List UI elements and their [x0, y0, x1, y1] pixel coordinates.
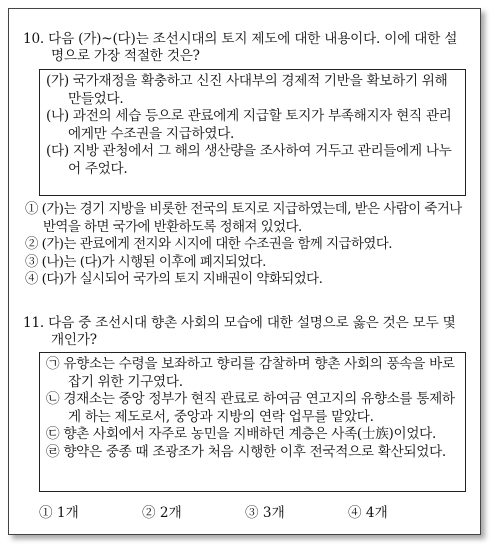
q11-info-box	[39, 352, 466, 492]
q10-choice-4[interactable]: ④ (다)가 실시되어 국가의 토지 지배권이 약화되었다.	[25, 272, 323, 287]
q11-choices	[39, 501, 466, 521]
q10-box-item-ga: (가) 국가재정을 확충하고 신진 사대부의 경제적 기반을 확보하기 위해 만들었다.	[46, 73, 448, 107]
q11-box-item-b: ㉡ 경재소는 중앙 정부가 현직 관료로 하여금 연고지의 유향소를 통제하게 하는 제도로서, 중앙과 지방의 연락 업무를 맡았다.	[46, 391, 455, 425]
question-page	[8, 8, 481, 535]
q11-box-item-d: ㉣ 향약은 중종 때 조광조가 처음 시행한 이후 전국적으로 확산되었다.	[46, 443, 446, 460]
q10-stem: 10. 다음 (가)~(다)는 조선시대의 토지 제도에 대한 내용이다. 이에 대한 설명으로 가장 적절한 것은?	[23, 31, 458, 64]
q10-box-item-na: (나) 과전의 세습 등으로 관료에게 지급할 토지가 부족해지자 현직 관리에게만 수조권을 지급하였다.	[46, 108, 452, 142]
q10-box-item-da: (다) 지방 관청에서 그 해의 생산량을 조사하여 거두고 관리들에게 나누어 주었다.	[46, 143, 452, 177]
q10-choice-2[interactable]: ② (가)는 관료에게 전지와 시지에 대한 수조권을 함께 지급하였다.	[25, 237, 393, 252]
q10-choice-3[interactable]: ③ (나)는 (다)가 시행된 이후에 폐지되었다.	[25, 254, 266, 270]
q10-info-box	[39, 69, 466, 196]
q11-box-item-a: ㉠ 유향소는 수령을 보좌하고 향리를 감찰하며 향촌 사회의 풍속을 바로잡기 위한 기구였다.	[46, 356, 455, 390]
q11-choice-2[interactable]: ② 2개	[142, 505, 182, 521]
q11-choice-1[interactable]: ① 1개	[39, 505, 79, 521]
q11-choice-4[interactable]: ④ 4개	[348, 505, 388, 521]
q11-choice-3[interactable]: ③ 3개	[245, 505, 285, 521]
q11-box-item-c: ㉢ 향촌 사회에서 자주로 농민을 지배하던 계층은 사족(士族)이었다.	[46, 426, 437, 442]
q10-choices	[25, 201, 468, 289]
q10-choice-1[interactable]: ① (가)는 경기 지방을 비롯한 전국의 토지로 지급하였는데, 받은 사람이 죽거나 반역을 하면 국가에 반환하도록 정해져 있었다.	[25, 202, 462, 235]
q11-stem: 11. 다음 중 조선시대 향촌 사회의 모습에 대한 설명으로 옳은 것은 모두 몇 개인가?	[23, 315, 456, 348]
